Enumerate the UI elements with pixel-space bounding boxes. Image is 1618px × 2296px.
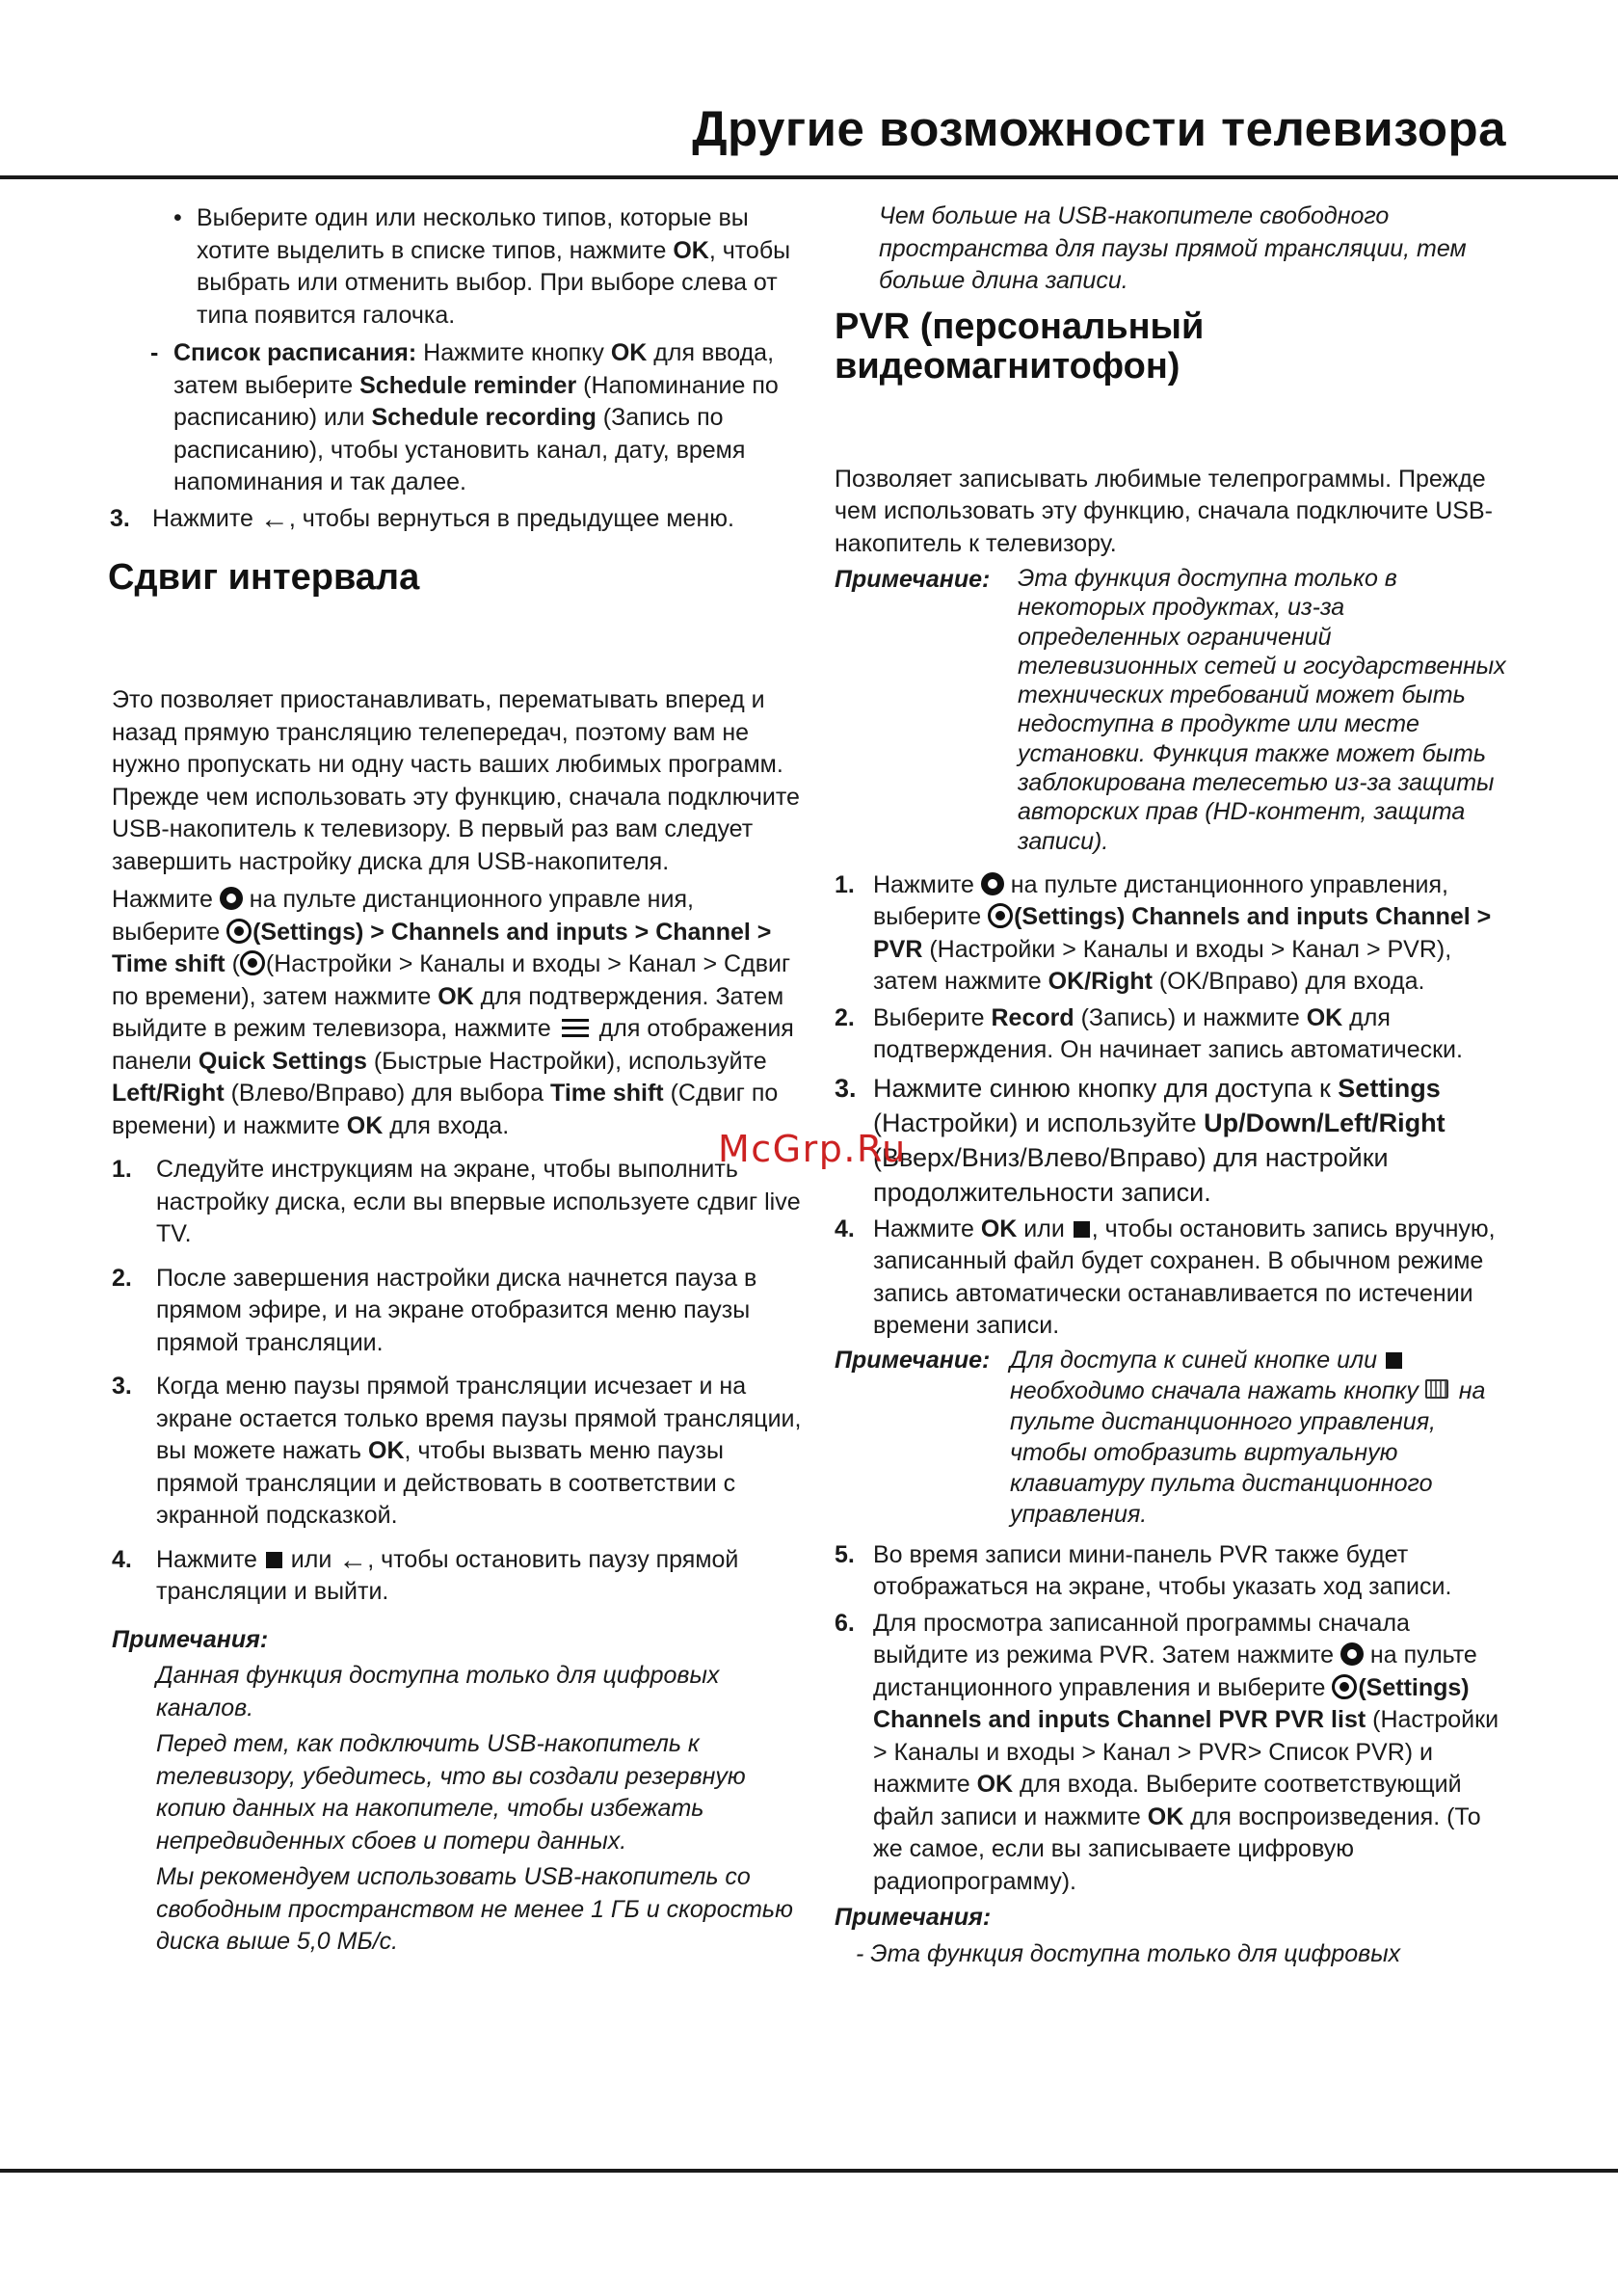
timeshift-instructions: Нажмите на пульте дистанционного управле ния, выберите (Settings) > Channels and inputs > Channel > Time shift ( (Настройки > Каналы и входы > Канал > Сдвиг по времени), затем нажмите OK для подтверждения. Затем выйдите в режим телевизора, нажмите для отображения панели Quick Settings (Быстрые Настройки), используйте Left/Right (Влево/Вправо) для выбора Time shift (Сдвиг по времени) и нажмите OK для входа. <box>112 886 794 1139</box>
step-number: 3. <box>835 1073 857 1103</box>
step-number: 1. <box>835 870 855 898</box>
header-rule <box>0 175 1618 179</box>
schedule-text: Список расписания: Нажмите кнопку OK для ввода, затем выберите Schedule reminder (Напоминание по расписанию) или Schedule recording (Запись по расписанию), чтобы установить канал, дату, время напоминания и так далее. <box>173 339 779 495</box>
list-item <box>835 1071 1509 1210</box>
list-item <box>108 1154 802 1251</box>
watermark: McGrp.Ru <box>718 1128 907 1170</box>
step-number: 3. <box>112 1373 132 1400</box>
note-item: Мы рекомендуем использовать USB-накопитель со свободным пространством не менее 1 ГБ и скоростью диска выше 5,0 МБ/с. <box>156 1863 793 1955</box>
note-label: Примечание: <box>835 1346 991 1374</box>
list-item <box>835 1002 1509 1067</box>
stop-icon <box>1386 1352 1402 1369</box>
step-number: 3. <box>110 504 130 532</box>
menu-icon <box>562 1027 589 1029</box>
list-item <box>835 1539 1509 1604</box>
step-number: 6. <box>835 1609 855 1637</box>
note-text: Для доступа к синей кнопке или необходимо сначала нажать кнопку на пульте дистанционного управления, чтобы отобразить виртуальную клавиатуру пульта дистанционного управления. <box>1010 1346 1486 1528</box>
footer-rule <box>0 2169 1618 2173</box>
list-item <box>108 1544 802 1609</box>
list-item <box>835 1608 1509 1899</box>
list-item <box>835 1214 1509 1343</box>
list-item <box>835 869 1509 999</box>
left-column <box>108 202 802 1959</box>
step-number: 1. <box>112 1156 132 1183</box>
step-text: Следуйте инструкциям на экране, чтобы выполнить настройку диска, если вы впервые используете сдвиг live TV. <box>156 1156 801 1247</box>
note-item: - Эта функция доступна только для цифровых <box>856 1939 1401 1967</box>
step-text: Нажмите синюю кнопку для доступа к Settings (Настройки) и используйте Up/Down/Left/Right (Вверх/Вниз/Влево/Вправо) для настройки продолжительности записи. <box>873 1073 1446 1207</box>
step3-text: Нажмите ←, чтобы вернуться в предыдущее меню. <box>152 502 734 535</box>
dash-marker: - <box>150 339 159 366</box>
step-number: 2. <box>835 1003 855 1031</box>
notes-label: Примечания: <box>112 1625 269 1653</box>
step-text: Во время записи мини-панель PVR также будет отображаться на экране, чтобы указать ход записи. <box>873 1540 1452 1601</box>
settings-icon <box>988 903 1013 928</box>
step-text: Нажмите OK или , чтобы остановить запись вручную, записанный файл будет сохранен. В обычном режиме запись автоматически останавливается по истечении времени записи. <box>873 1215 1496 1340</box>
step-number: 2. <box>112 1264 132 1292</box>
gear-icon <box>220 887 243 910</box>
timeshift-intro: Это позволяет приостанавливать, перематывать вперед и назад прямую трансляцию телепередач, поэтому вам не нужно пропускать ни одну часть ваших любимых программ. Прежде чем использовать эту функцию, сначала подключите USB-накопитель к телевизору. В первый раз вам следует завершить настройку диска для USB-накопителя. <box>112 686 800 875</box>
bullet-dot: • <box>173 204 182 231</box>
bullet-text: Выберите один или несколько типов, которые вы хотите выделить в списке типов, нажмите OK, чтобы выбрать или отменить выбор. При выборе слева от типа появится галочка. <box>197 204 791 329</box>
step-text: Нажмите на пульте дистанционного управления, выберите (Settings) Channels and inputs Channel > PVR (Настройки > Каналы и входы > Канал > PVR), затем нажмите OK/Right (OK/Вправо) для входа. <box>873 870 1492 996</box>
settings-icon <box>240 950 265 975</box>
settings-icon <box>226 919 252 944</box>
step-number: 4. <box>835 1215 855 1242</box>
note-label: Примечание: <box>835 566 991 593</box>
step-number: 5. <box>835 1540 855 1568</box>
gear-icon <box>1340 1642 1364 1666</box>
note-text: Эта функция доступна только в некоторых продуктах, из-за определенных ограничений телевизионных сетей и государственных технических требований может быть недоступна в продукте или месте установки. Функция также может быть заблокирована телесетью из-за защиты авторских прав (HD-контент, защита записи). <box>1018 565 1506 855</box>
note-item: Данная функция доступна только для цифровых каналов. <box>156 1662 720 1722</box>
section-heading-pvr: PVR (персональный видеомагнитофон) <box>835 306 1205 387</box>
section-heading-timeshift: Сдвиг интервала <box>108 557 420 598</box>
top-note: Чем больше на USB-накопителе свободного пространства для паузы прямой трансляции, тем больше длина записи. <box>879 202 1467 294</box>
list-item-schedule <box>108 337 802 499</box>
note-item: Перед тем, как подключить USB-накопитель к телевизору, убедитесь, что вы создали резервную копию данных на накопителе, чтобы избежать непредвиденных сбоев и потери данных. <box>156 1730 746 1855</box>
step-text: Когда меню паузы прямой трансляции исчезает и на экране остается только время паузы прямой трансляции, вы можете нажать OK, чтобы вызвать меню паузы прямой трансляции и действовать в соответствии с экранной подсказкой. <box>156 1373 802 1529</box>
step-text: Нажмите или ←, чтобы остановить паузу прямой трансляции и выйти. <box>156 1543 739 1605</box>
notes-label: Примечания: <box>835 1904 992 1932</box>
list-item <box>108 1371 802 1533</box>
list-item <box>108 1263 802 1360</box>
list-item-bullet <box>108 202 802 332</box>
gear-icon <box>981 872 1004 895</box>
step-text: Для просмотра записанной программы сначала выйдите из режима PVR. Затем нажмите на пульте дистанционного управления и выберите (Settings) Channels and inputs Channel PVR PVR list (Настройки > Каналы и входы > Канал > PVR> Список PVR) и нажмите OK для входа. Выберите соответствующий файл записи и нажмите OK для воспроизведения. (То же самое, если вы записываете цифровую радиопрограмму). <box>873 1609 1499 1895</box>
pvr-note <box>835 564 1509 856</box>
stop-icon <box>266 1552 282 1568</box>
step-text: После завершения настройки диска начнется пауза в прямом эфире, и на экране отобразится меню паузы прямой трансляции. <box>156 1264 757 1356</box>
right-column <box>835 202 1509 1970</box>
back-arrow-icon: ← <box>338 1543 368 1576</box>
settings-icon <box>1332 1674 1357 1699</box>
pvr-intro: Позволяет записывать любимые телепрограммы. Прежде чем использовать эту функцию, сначала подключите USB-накопитель к телевизору. <box>835 465 1493 557</box>
stop-icon <box>1074 1221 1090 1238</box>
page-title: Другие возможности телевизора <box>692 101 1506 156</box>
list-item-step3 <box>108 503 802 536</box>
step-number: 4. <box>112 1545 132 1573</box>
keyboard-icon <box>1425 1379 1448 1399</box>
back-arrow-icon: ← <box>259 502 289 535</box>
pvr-note-2 <box>835 1345 1509 1530</box>
step-text: Выберите Record (Запись) и нажмите OK для подтверждения. Он начинает запись автоматически. <box>873 1003 1463 1064</box>
